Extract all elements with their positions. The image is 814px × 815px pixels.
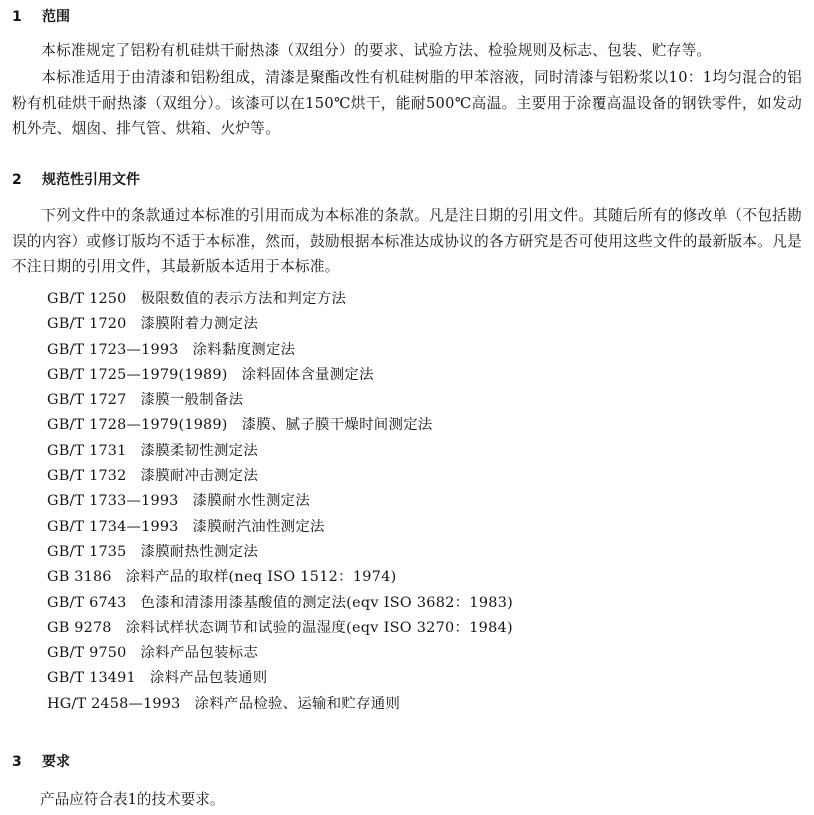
reference-code: GB/T 1725—1979(1989) xyxy=(47,366,228,383)
reference-title: 涂料黏度测定法 xyxy=(192,341,296,358)
reference-item xyxy=(47,363,513,388)
reference-title: 漆膜耐热性测定法 xyxy=(140,543,259,560)
reference-item xyxy=(47,565,513,590)
section-1-heading xyxy=(12,7,70,27)
reference-title: 涂料试样状态调节和试验的温湿度(eqv ISO 3270：1984) xyxy=(125,619,513,636)
reference-code: GB/T 9750 xyxy=(47,645,127,662)
reference-code: GB/T 1732 xyxy=(47,468,127,485)
reference-item xyxy=(47,439,513,464)
reference-code: GB/T 13491 xyxy=(47,670,136,687)
section-title: 范围 xyxy=(42,9,70,25)
section-title: 要求 xyxy=(42,754,70,770)
reference-item xyxy=(47,692,513,717)
reference-title: 漆膜、腻子膜干燥时间测定法 xyxy=(241,417,433,434)
reference-code: GB 9278 xyxy=(47,619,112,636)
reference-code: GB/T 1720 xyxy=(47,316,127,333)
reference-title: 漆膜耐汽油性测定法 xyxy=(192,518,325,535)
reference-title: 漆膜一般制备法 xyxy=(140,392,244,409)
reference-code: GB/T 1731 xyxy=(47,442,127,459)
section-2-heading xyxy=(12,170,140,190)
normative-reference-list xyxy=(47,287,513,717)
section-3-heading xyxy=(12,752,70,772)
reference-item xyxy=(47,666,513,691)
section-1-paragraph-1: 本标准规定了铝粉有机硅烘干耐热漆（双组分）的要求、试验方法、检验规则及标志、包装、贮存等。 xyxy=(41,42,712,59)
reference-title: 漆膜耐水性测定法 xyxy=(192,493,311,510)
reference-item xyxy=(47,413,513,438)
reference-title: 涂料产品的取样(neq ISO 1512：1974) xyxy=(125,569,397,586)
reference-item xyxy=(47,616,513,641)
section-3-paragraph-1: 产品应符合表1的技术要求。 xyxy=(40,791,225,808)
reference-code: HG/T 2458—1993 xyxy=(47,695,181,712)
reference-title: 极限数值的表示方法和判定方法 xyxy=(140,291,347,307)
reference-title: 涂料产品检验、运输和贮存通则 xyxy=(194,695,401,712)
reference-code: GB/T 1733—1993 xyxy=(47,493,179,510)
reference-item xyxy=(47,388,513,413)
reference-code: GB/T 1723—1993 xyxy=(47,341,179,358)
reference-item xyxy=(47,515,513,540)
section-number: 1 xyxy=(12,9,22,25)
section-2-paragraph-1: 下列文件中的条款通过本标准的引用而成为本标准的条款。凡是注日期的引用文件。其随后所有的修改单（不包括勘误的内容）或修订版均不适于本标准，然而，鼓励根据本标准达成协议的各方研究是否可使用这些文件的最新版本。凡是不注日期的引用文件，其最新版本适用于本标准。 xyxy=(12,207,802,275)
reference-item xyxy=(47,591,513,616)
reference-title: 漆膜柔韧性测定法 xyxy=(140,442,259,459)
reference-code: GB/T 1734—1993 xyxy=(47,518,179,535)
reference-code: GB/T 1727 xyxy=(47,392,127,409)
reference-item xyxy=(47,312,513,337)
reference-code: GB/T 1250 xyxy=(47,291,127,307)
section-title: 规范性引用文件 xyxy=(42,172,140,188)
reference-title: 漆膜耐冲击测定法 xyxy=(140,468,259,485)
reference-code: GB/T 1735 xyxy=(47,543,127,560)
reference-title: 涂料固体含量测定法 xyxy=(241,366,374,383)
reference-title: 色漆和清漆用漆基酸值的测定法(eqv ISO 3682：1983) xyxy=(140,594,514,611)
reference-title: 涂料产品包装标志 xyxy=(140,645,259,662)
reference-item xyxy=(47,641,513,666)
reference-item xyxy=(47,338,513,363)
section-number: 2 xyxy=(12,172,22,188)
reference-item xyxy=(47,464,513,489)
reference-code: GB/T 6743 xyxy=(47,594,127,611)
section-1-paragraph-2: 本标准适用于由清漆和铝粉组成，清漆是聚酯改性有机硅树脂的甲苯溶液，同时清漆与铝粉浆以10：1均匀混合的铝粉有机硅烘干耐热漆（双组分）。该漆可以在150℃烘干，能耐500℃高温。主要用于涂覆高温设备的钢铁零件，如发动机外壳、烟囱、排气管、烘箱、火炉等。 xyxy=(12,69,802,137)
reference-title: 涂料产品包装通则 xyxy=(149,670,268,687)
reference-code: GB 3186 xyxy=(47,569,112,586)
reference-item xyxy=(47,540,513,565)
section-number: 3 xyxy=(12,754,22,770)
reference-code: GB/T 1728—1979(1989) xyxy=(47,417,228,434)
reference-title: 漆膜附着力测定法 xyxy=(140,316,259,333)
reference-item xyxy=(47,287,513,312)
reference-item xyxy=(47,489,513,514)
